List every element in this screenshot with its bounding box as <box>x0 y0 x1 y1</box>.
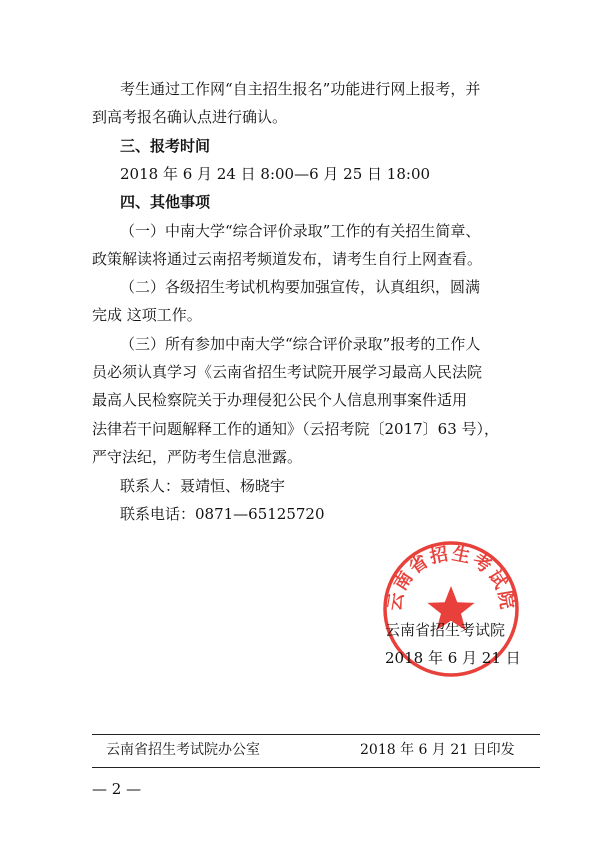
paragraph-line: （二）各级招生考试机构要加强宣传，认真组织，圆满 <box>120 278 481 296</box>
paragraph-line: 考生通过工作网“自主招生报名”功能进行网上报考，并 <box>120 80 481 98</box>
signature-org: 云南省招生考试院 <box>385 621 506 639</box>
contact-person: 联系人：聂靖恒、杨晓宇 <box>120 477 286 495</box>
footer-issued-date: 2018 年 6 月 21 日印发 <box>360 742 515 758</box>
paragraph-line: 最高人民检察院关于办理侵犯公民个人信息刑事案件适用 <box>92 391 468 409</box>
signature-date: 2018 年 6 月 21 日 <box>385 649 521 667</box>
contact-phone: 联系电话：0871—65125720 <box>120 505 325 523</box>
page-number: — 2 — <box>92 780 142 798</box>
exam-time: 2018 年 6 月 24 日 8:00—6 月 25 日 18:00 <box>120 165 431 183</box>
paragraph-line: 严守法纪，严防考生信息泄露。 <box>92 448 303 466</box>
paragraph-line: 完成 这项工作。 <box>92 306 202 324</box>
section-heading-other: 四、其他事项 <box>120 193 211 211</box>
footer-rule-bottom <box>92 767 540 768</box>
paragraph-line: 法律若干问题解释工作的通知》（云招考院〔2017〕63 号）， <box>92 420 500 438</box>
paragraph-line: （三）所有参加中南大学“综合评价录取”报考的工作人 <box>120 335 481 353</box>
footer-rule-top <box>92 734 540 735</box>
paragraph-line: 到高考报名确认点进行确认。 <box>92 108 288 126</box>
paragraph-line: 员必须认真学习《云南省招生考试院开展学习最高人民法院 <box>92 363 483 381</box>
section-heading-time: 三、报考时间 <box>120 137 211 155</box>
svg-text:云南省招生考试院: 云南省招生考试院 <box>384 543 518 613</box>
paragraph-line: （一）中南大学“综合评价录取”工作的有关招生简章、 <box>120 222 481 240</box>
paragraph-line: 政策解读将通过云南招考频道发布，请考生自行上网查看。 <box>92 250 483 268</box>
footer-office: 云南省招生考试院办公室 <box>106 742 260 758</box>
